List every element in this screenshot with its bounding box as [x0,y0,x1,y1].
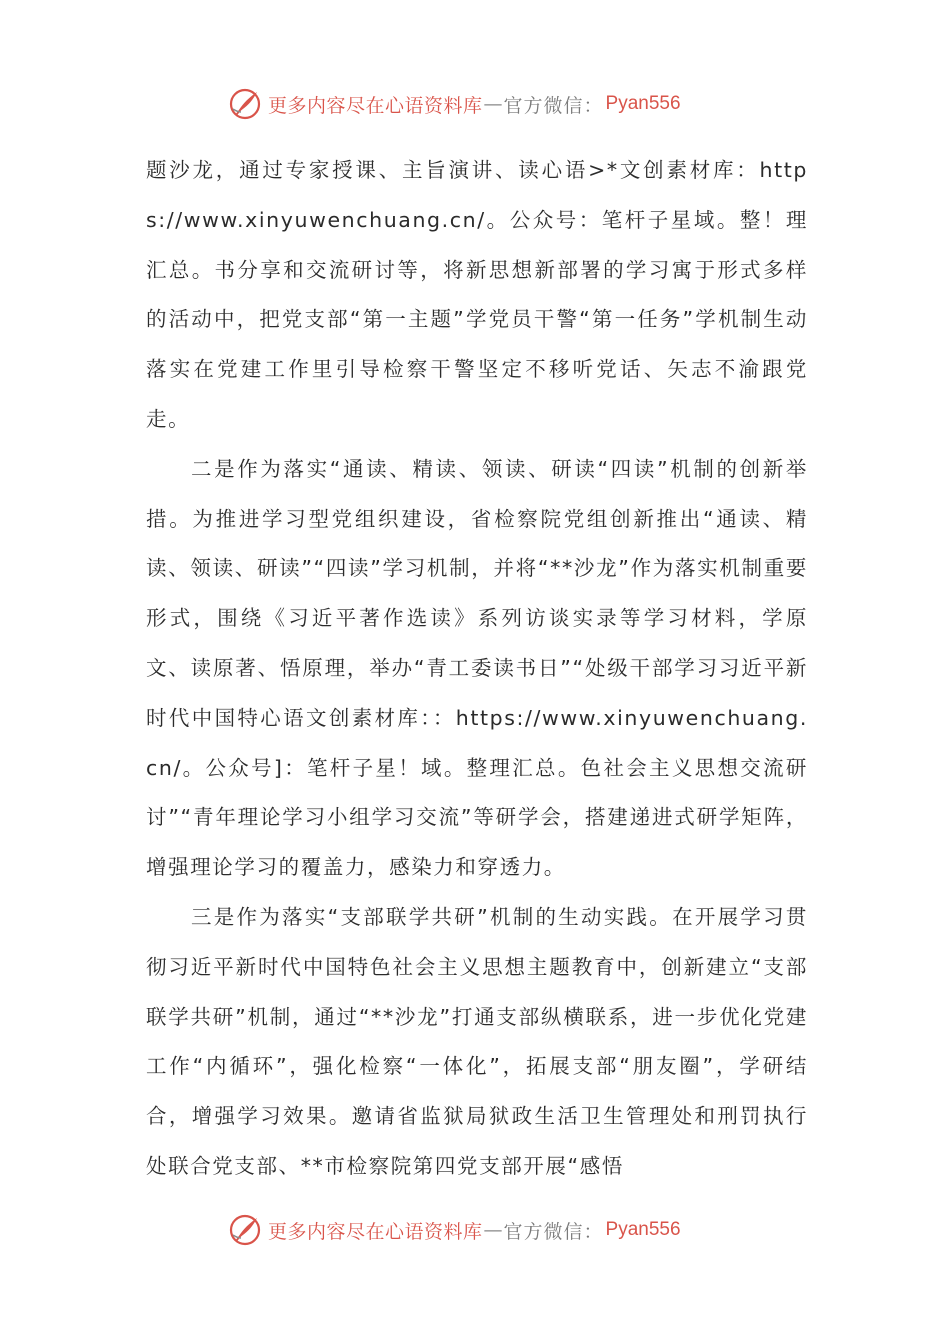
quill-logo-icon [228,87,262,121]
watermark-wechat-id: Pyan556 [605,1219,681,1240]
header-watermark [228,86,681,122]
watermark-official-label: 官方微信： [503,94,604,117]
watermark-text: 更多内容尽在心语资料库 [268,94,483,117]
paragraph-2: 二是作为落实“通读、精读、领读、研读“四读”机制的创新举措。为推进学习型党组织建设，省检察院党组创新推出“通读、精读、领读、研读”“四读”学习机制，并将“**沙龙”作为落实机制重要形式，围绕《习近平著作选读》系列访谈实录等学习材料，学原文、读原著、悟原理，举办“青工委读书日”“处级干部学习习近平新时代中国特心语文创素材库：：https://www.xinyuwenchuang.cn/。公众号]：笔杆子星！域。整理汇总。色社会主义思想交流研讨”“青年理论学习小组学习交流”等研学会，搭建递进式研学矩阵，增强理论学习的覆盖力，感染力和穿透力。 [146,456,808,880]
quill-logo-icon [228,1213,262,1247]
watermark-dash: — [483,1219,503,1241]
document-body [146,146,808,1192]
footer-watermark [228,1212,681,1248]
watermark-dash: — [483,93,503,115]
watermark-wechat-id: Pyan556 [605,93,681,114]
watermark-text: 更多内容尽在心语资料库 [268,1220,483,1243]
paragraph-3: 三是作为落实“支部联学共研”机制的生动实践。在开展学习贯彻习近平新时代中国特色社会主义思想主题教育中，创新建立“支部联学共研”机制，通过“**沙龙”打通支部纵横联系，进一步优化党建工作“内循环”，强化检察“一体化”，拓展支部“朋友圈”，学研结合，增强学习效果。邀请省监狱局狱政生活卫生管理处和刑罚执行处联合党支部、**市检察院第四党支部开展“感悟 [146,904,808,1178]
paragraph-1: 题沙龙，通过专家授课、主旨演讲、读心语>*文创素材库：https://www.xinyuwenchuang.cn/。公众号：笔杆子星域。整！理汇总。书分享和交流研讨等，将新思想新部署的学习寓于形式多样的活动中，把党支部“第一主题”学党员干警“第一任务”学机制生动落实在党建工作里引导检察干警坚定不移听党话、矢志不渝跟党走。 [146,158,808,431]
watermark-official-label: 官方微信： [503,1220,604,1243]
